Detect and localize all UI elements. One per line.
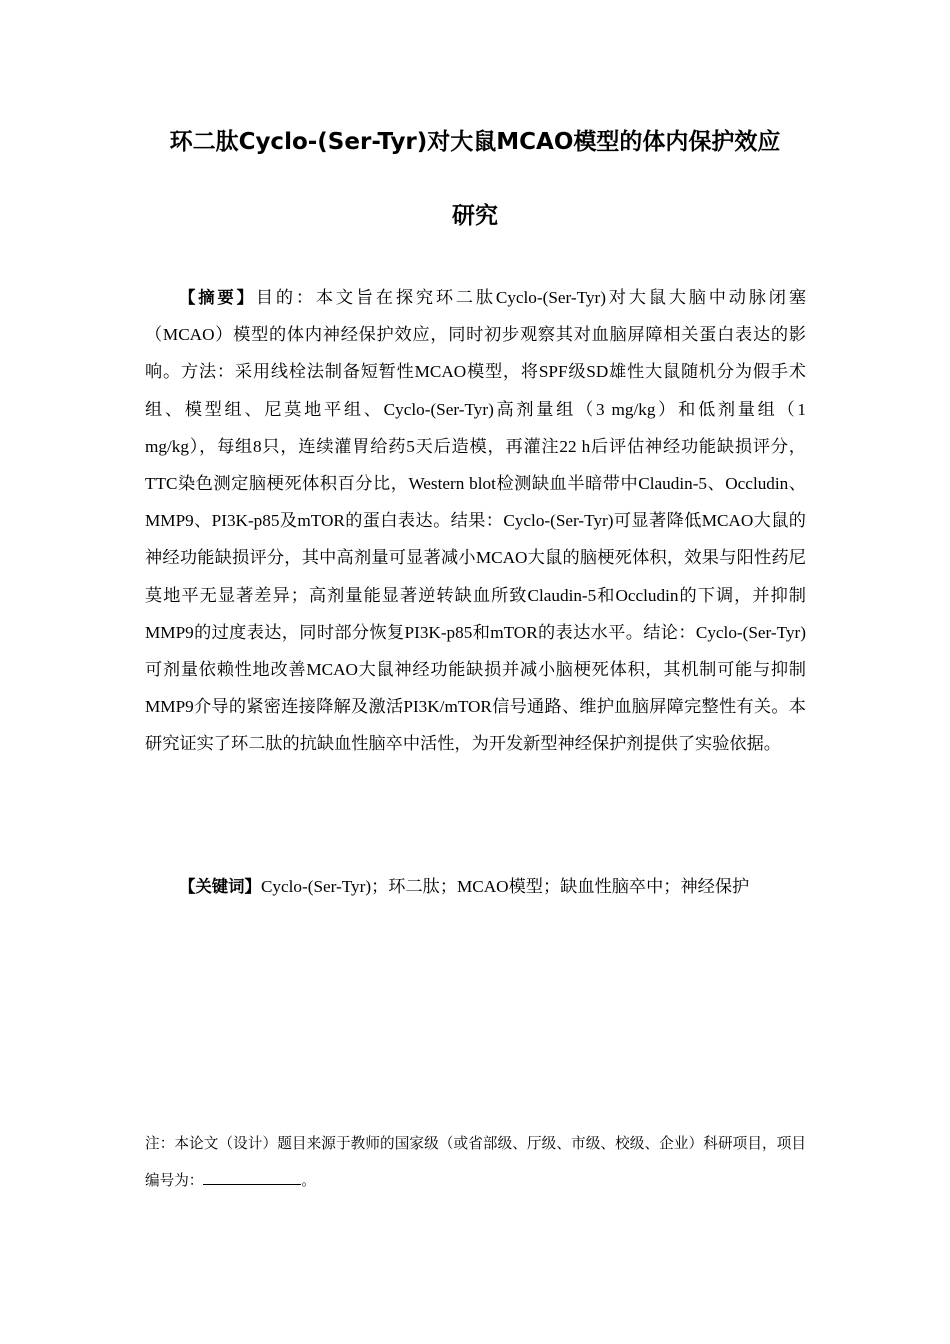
funding-note xyxy=(145,1126,806,1200)
keywords-label: 【关键词】 xyxy=(179,877,261,896)
abstract-paragraph xyxy=(145,279,806,763)
funding-note-end: 。 xyxy=(301,1173,316,1189)
funding-note-text: 注：本论文（设计）题目来源于教师的国家级（或省部级、厅级、市级、校级、企业）科研项目，项目编号为： xyxy=(145,1136,806,1189)
keywords-text: Cyclo-(Ser-Tyr)；环二肽；MCAO模型；缺血性脑卒中；神经保护 xyxy=(260,877,750,896)
paper-title-line-2: 研究 xyxy=(452,203,498,229)
keywords-paragraph xyxy=(145,869,806,904)
project-number-blank[interactable] xyxy=(203,1170,301,1185)
abstract-label: 【摘要】 xyxy=(179,288,256,307)
abstract-text: 目的：本文旨在探究环二肽Cyclo-(Ser-Tyr)对大鼠大脑中动脉闭塞（MCAO）模型的体内神经保护效应，同时初步观察其对血脑屏障相关蛋白表达的影响。方法：采用线栓法制备短暂性MCAO模型，将SPF级SD雄性大鼠随机分为假手术组、模型组、尼莫地平组、Cyclo-(Ser-Tyr)高剂量组（3 mg/kg）和低剂量组（1 mg/kg），每组8只，连续灌胃给药5天后造模，再灌注22 h后评估神经功能缺损评分，TTC染色测定脑梗死体积百分比，Western blot检测缺血半暗带中Claudin-5、Occludin、MMP9、PI3K-p85及mTOR的蛋白表达。结果：Cyclo-(Ser-Tyr)可显著降低MCAO大鼠的神经功能缺损评分，其中高剂量可显著减小MCAO大鼠的脑梗死体积，效果与阳性药尼莫地平无显著差异；高剂量能显著逆转缺血所致Claudin-5和Occludin的下调，并抑制MMP9的过度表达，同时部分恢复PI3K-p85和mTOR的表达水平。结论：Cyclo-(Ser-Tyr)可剂量依赖性地改善MCAO大鼠神经功能缺损并减小脑梗死体积，其机制可能与抑制MMP9介导的紧密连接降解及激活PI3K/mTOR信号通路、维护血脑屏障完整性有关。本研究证实了环二肽的抗缺血性脑卒中活性，为开发新型神经保护剂提供了实验依据。 xyxy=(145,288,807,754)
paper-title-line-1: 环二肽Cyclo-(Ser-Tyr)对大鼠MCAO模型的体内保护效应 xyxy=(169,129,781,155)
